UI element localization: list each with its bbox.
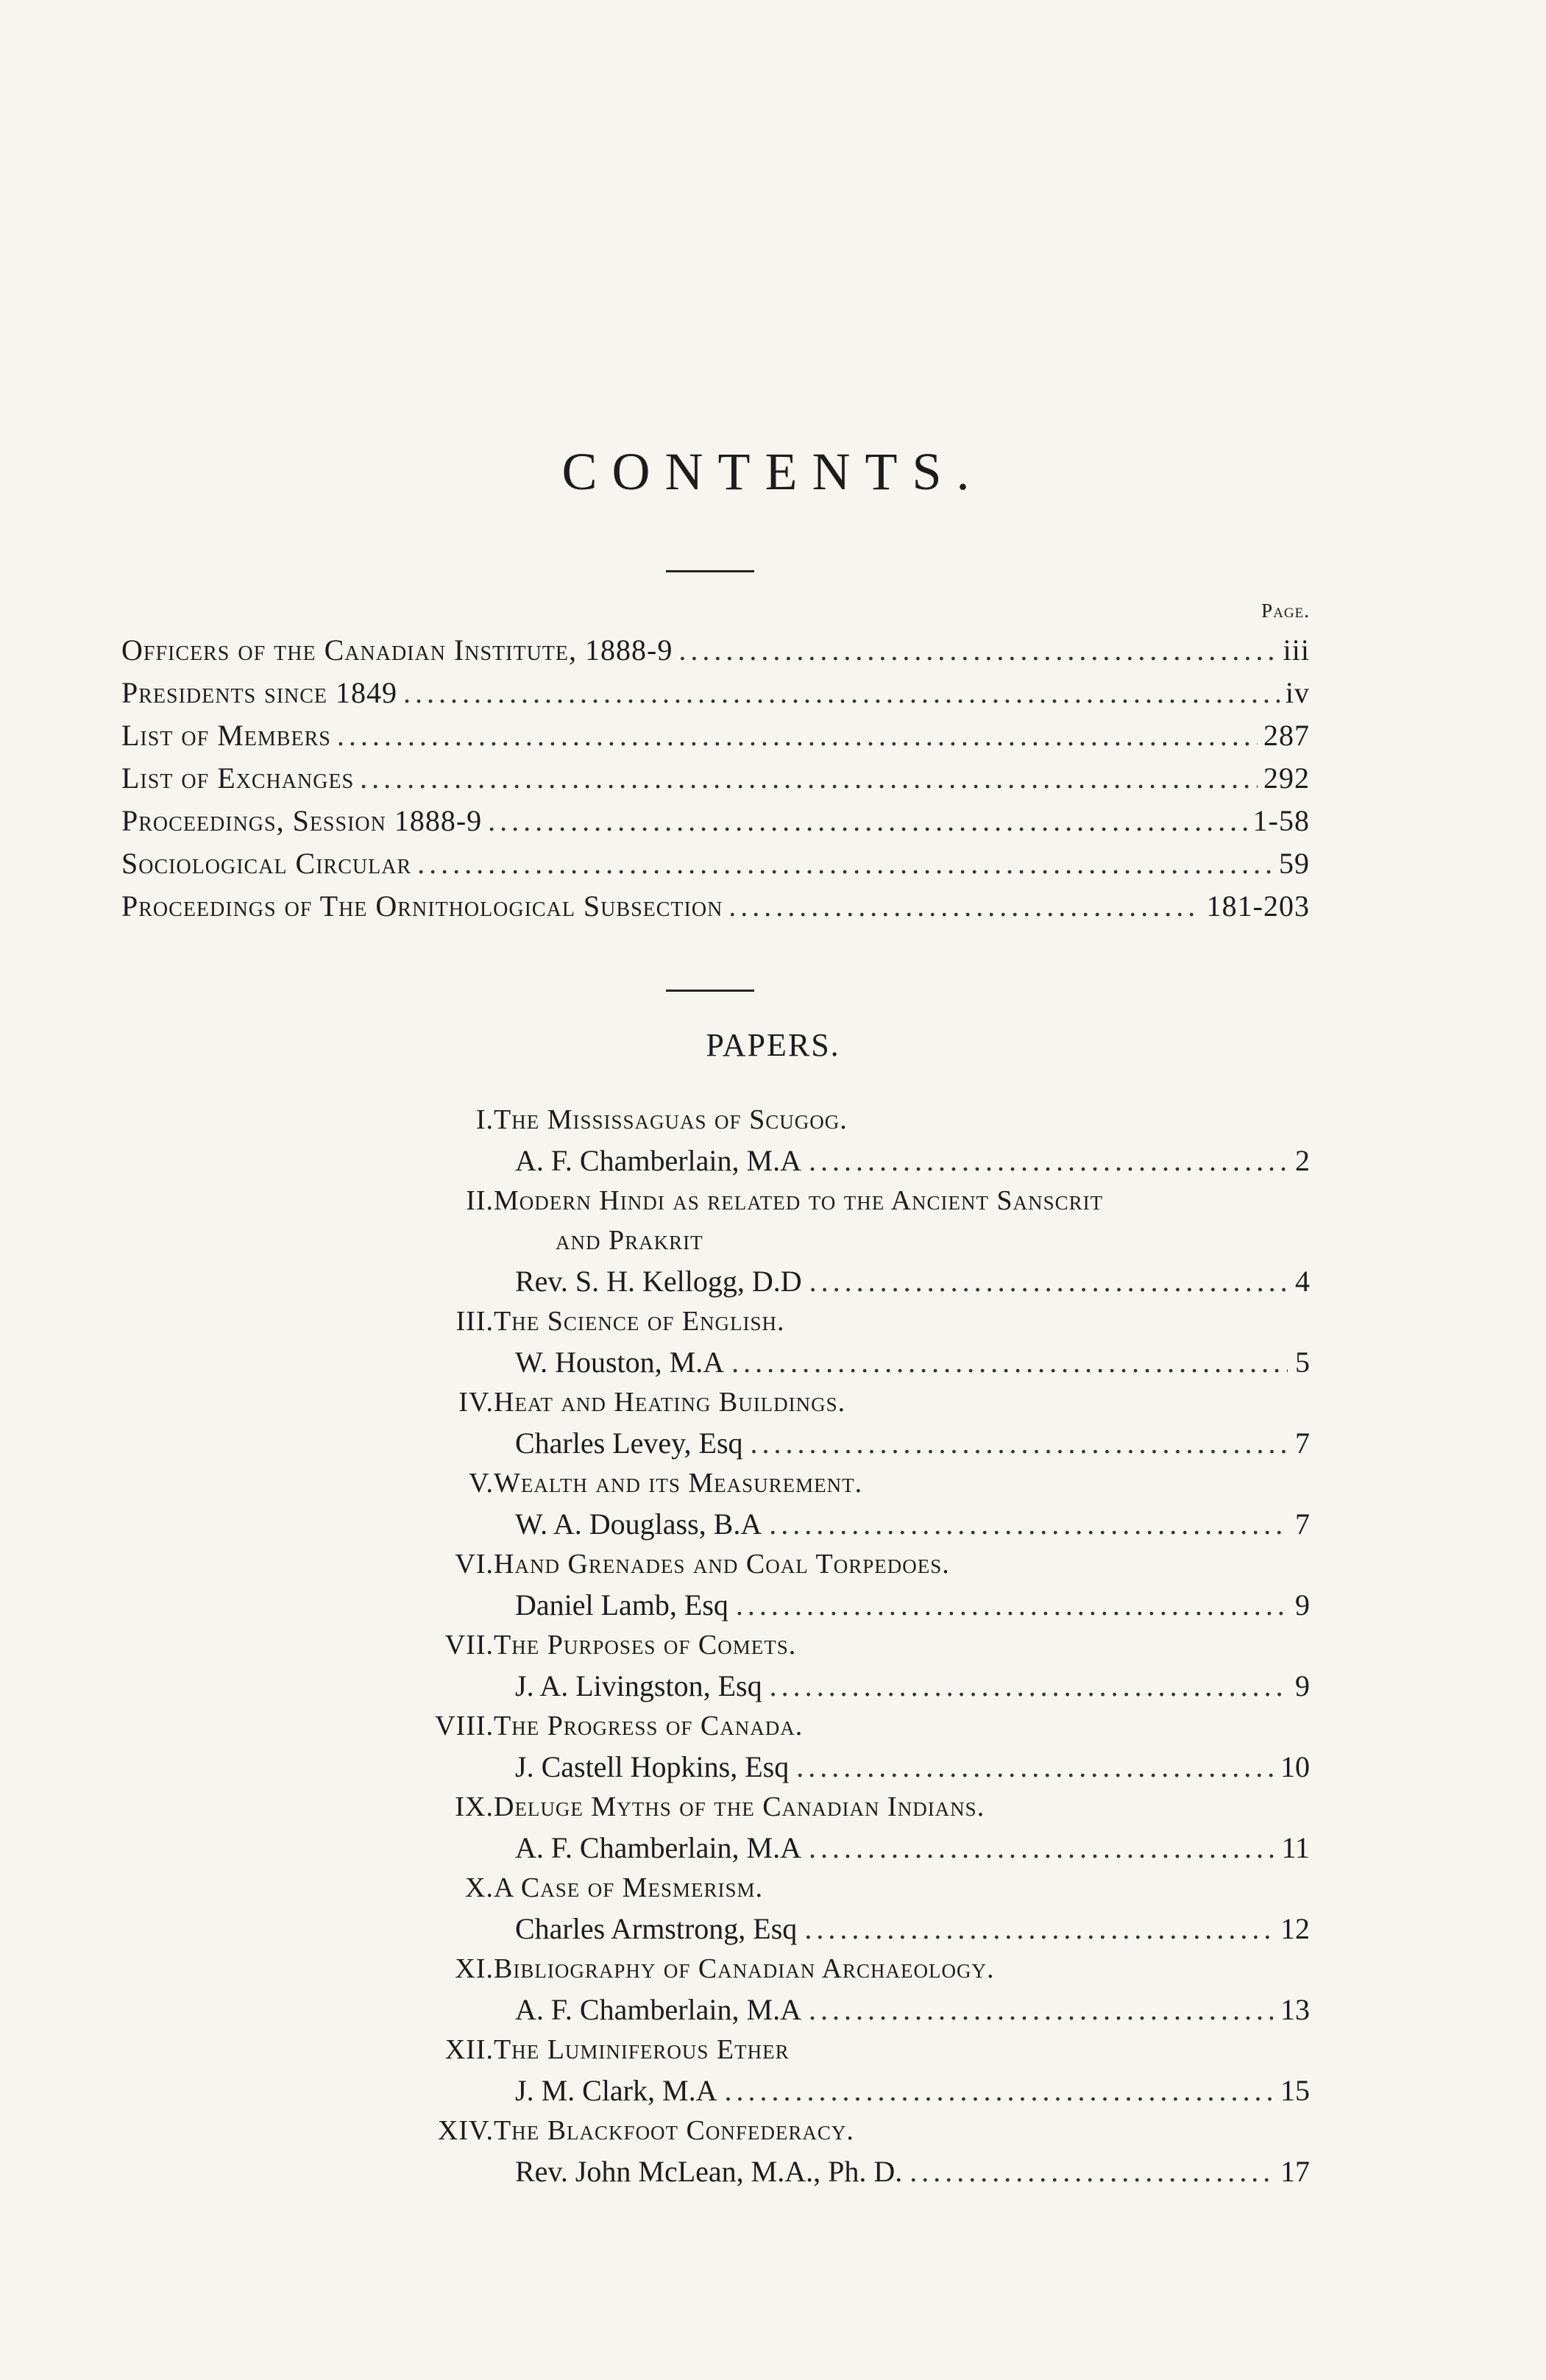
front-matter-item [121,633,1310,675]
paper-page: 17 [1280,2155,1310,2188]
paper-author: J. Castell Hopkins, Esq [515,1750,790,1783]
entry-page: iii [1283,633,1310,667]
papers-list [0,1104,1546,2195]
dot-leader [731,1345,1288,1379]
entry-text: Proceedings, Session 1888-9 [121,804,483,837]
paper-number: IX. [455,1791,494,1822]
paper-author: Rev. John McLean, M.A., Ph. D. [515,2155,903,2188]
front-matter-item [121,675,1310,718]
entry-text: List of Members [121,719,331,752]
paper-title-line [0,1386,1546,1426]
paper-title-line [0,1629,1546,1669]
paper-author: J. A. Livingston, Esq [515,1669,762,1702]
dot-leader [488,803,1247,838]
paper-author-line [515,1669,1310,1710]
page-column-label: Page. [1261,600,1310,622]
paper-number: VIII. [435,1711,494,1741]
paper-number: VII. [444,1630,494,1660]
paper-page: 9 [1295,1588,1310,1621]
paper-author: Charles Levey, Esq [515,1427,743,1460]
front-matter-item [121,718,1310,761]
paper-title: A Case of Mesmerism. [494,1872,764,1903]
paper-author: Charles Armstrong, Esq [515,1912,798,1945]
paper-page: 4 [1295,1265,1310,1298]
paper-page: 7 [1295,1427,1310,1460]
dot-leader [337,718,1258,753]
front-matter-item [121,889,1310,931]
entry-page: iv [1285,676,1310,709]
section-divider [666,990,754,992]
entry-text: Officers of the Canadian Institute, 1888-9 [121,633,673,667]
entry-page: 59 [1279,847,1310,880]
paper-page: 5 [1295,1346,1310,1379]
paper-title: The Mississaguas of Scugog. [494,1104,848,1135]
paper-author-line [515,2154,1310,2195]
paper-title-cont: and Prakrit [556,1225,703,1256]
paper-author-line [515,1426,1310,1467]
papers-heading: PAPERS. [706,1027,840,1063]
dot-leader [751,1426,1288,1460]
dot-leader [804,1911,1273,1946]
paper-title-line [0,1548,1546,1588]
paper-author: A. F. Chamberlain, M.A [515,1993,801,2026]
dot-leader [403,675,1280,710]
entry-text: Sociological Circular [121,847,412,880]
paper-page: 7 [1295,1507,1310,1541]
dot-leader [360,761,1258,795]
entry-page: 292 [1263,761,1310,795]
paper-title-line [0,2033,1546,2073]
paper-title: Heat and Heating Buildings. [494,1387,846,1418]
entry-page: 287 [1263,719,1310,752]
paper-page: 15 [1280,2074,1310,2107]
paper-title-line [0,2114,1546,2154]
paper-title: Bibliography of Canadian Archaeology. [494,1953,995,1984]
dot-leader [809,1264,1288,1299]
dot-leader [724,2073,1273,2108]
paper-title-line [0,1184,1546,1224]
paper-author: Daniel Lamb, Esq [515,1588,728,1621]
paper-author-line [515,1507,1310,1548]
paper-author-line [515,2073,1310,2114]
paper-title-line [0,1305,1546,1345]
paper-title: Wealth and its Measurement. [494,1468,863,1499]
paper-number: XIV. [437,2115,494,2146]
entry-text: Proceedings of The Ornithological Subsection [121,889,723,923]
paper-number: X. [465,1872,494,1903]
paper-author-line [515,1143,1310,1184]
dot-leader [736,1588,1288,1622]
paper-title: The Science of English. [494,1306,785,1337]
paper-author-line [515,1588,1310,1629]
paper-title-line [0,1710,1546,1750]
paper-author: W. Houston, M.A [515,1346,725,1379]
dot-leader [678,633,1277,667]
paper-number: VI. [455,1549,494,1580]
paper-title: The Progress of Canada. [494,1711,804,1741]
paper-author-line [515,1264,1310,1305]
dot-leader [796,1750,1273,1784]
entry-page: 181-203 [1206,889,1310,923]
paper-title: Modern Hindi as related to the Ancient Sanscrit [494,1185,1104,1216]
page-title: CONTENTS. [561,442,985,501]
paper-page: 9 [1295,1669,1310,1702]
entry-text: Presidents since 1849 [121,676,398,709]
entry-text: List of Exchanges [121,761,355,795]
dot-leader [728,889,1200,923]
paper-author: A. F. Chamberlain, M.A [515,1831,801,1864]
paper-author-line [515,1830,1310,1872]
paper-title: The Purposes of Comets. [494,1630,797,1660]
paper-page: 12 [1280,1912,1310,1945]
paper-number: I. [475,1104,494,1135]
paper-page: 10 [1280,1750,1310,1783]
dot-leader [909,2154,1273,2189]
dot-leader [769,1507,1288,1541]
paper-author: J. M. Clark, M.A [515,2074,717,2107]
dot-leader [809,1830,1274,1865]
paper-author-line [515,1345,1310,1386]
paper-title-continuation [0,1224,1546,1264]
dot-leader [809,1143,1288,1178]
paper-author: A. F. Chamberlain, M.A [515,1144,801,1177]
front-matter-list [121,633,1310,931]
paper-number: IV. [458,1387,494,1418]
paper-title: The Blackfoot Confederacy. [494,2115,854,2146]
paper-author: Rev. S. H. Kellogg, D.D [515,1265,802,1298]
paper-title: Hand Grenades and Coal Torpedoes. [494,1549,950,1580]
paper-page: 11 [1281,1831,1310,1864]
paper-number: XI. [455,1953,494,1984]
dot-leader [417,846,1273,881]
paper-author-line [515,1911,1310,1953]
paper-title: The Luminiferous Ether [494,2034,790,2065]
front-matter-item [121,803,1310,846]
paper-title-line [0,1467,1546,1507]
paper-number: III. [455,1306,494,1337]
paper-title-line [0,1872,1546,1911]
paper-title: Deluge Myths of the Canadian Indians. [494,1791,985,1822]
dot-leader [770,1669,1288,1703]
paper-author: W. A. Douglass, B.A [515,1507,762,1541]
paper-number: XII. [444,2034,494,2065]
paper-page: 13 [1280,1993,1310,2026]
paper-author-line [515,1992,1310,2033]
paper-page: 2 [1295,1144,1310,1177]
paper-title-line [0,1953,1546,1992]
entry-page: 1-58 [1252,804,1310,837]
title-divider [666,570,754,572]
paper-title-line [0,1104,1546,1143]
paper-number: II. [466,1185,494,1216]
paper-number: V. [468,1468,494,1499]
paper-author-line [515,1750,1310,1791]
dot-leader [809,1992,1273,2027]
paper-title-line [0,1791,1546,1830]
front-matter-item [121,761,1310,803]
front-matter-item [121,846,1310,889]
